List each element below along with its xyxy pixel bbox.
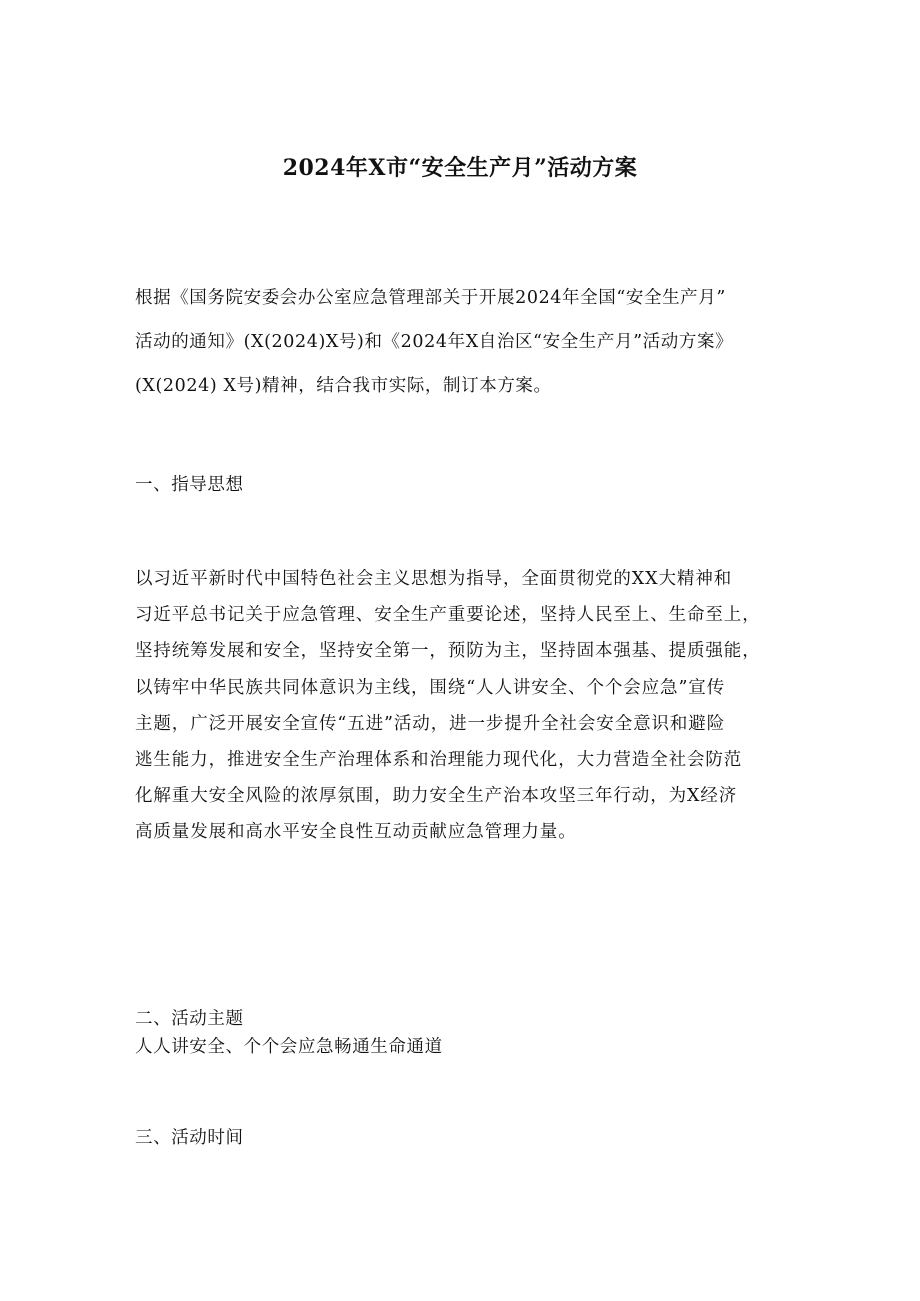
section-heading-guiding-ideology: 一、指导思想 xyxy=(135,475,244,495)
paragraph-line: 以习近平新时代中国特色社会主义思想为指导，全面贯彻党的XX大精神和 xyxy=(135,569,733,589)
paragraph-line: 高质量发展和高水平安全良性互动贡献应急管理力量。 xyxy=(135,822,577,843)
intro-line: 活动的通知》(X(2024)X号)和《2024年X自治区“安全生产月”活动方案》 xyxy=(135,332,734,352)
paragraph-line: 逃生能力，推进安全生产治理体系和治理能力现代化，大力营造全社会防范 xyxy=(135,750,743,771)
paragraph-line: 化解重大安全风险的浓厚氛围，助力安全生产治本攻坚三年行动，为X经济 xyxy=(135,786,738,807)
paragraph-line: 习近平总书记关于应急管理、安全生产重要论述，坚持人民至上、生命至上， xyxy=(135,605,761,626)
activity-theme-text: 人人讲安全、个个会应急畅通生命通道 xyxy=(135,1037,443,1057)
section-heading-activity-time: 三、活动时间 xyxy=(135,1128,244,1148)
intro-paragraph xyxy=(135,276,790,408)
intro-line: 根据《国务院安委会办公室应急管理部关于开展2024年全国“安全生产月” xyxy=(135,288,726,308)
intro-line: (X(2024) X号)精神，结合我市实际，制订本方案。 xyxy=(135,376,552,396)
section-heading-activity-theme: 二、活动主题 xyxy=(135,1009,244,1029)
paragraph-line: 以铸牢中华民族共同体意识为主线，围绕“人人讲安全、个个会应急”宣传 xyxy=(135,677,726,698)
paragraph-line: 坚持统筹发展和安全，坚持安全第一，预防为主，坚持固本强基、提质强能， xyxy=(135,641,761,662)
paragraph-line: 主题，广泛开展安全宣传“五进”活动，进一步提升全社会安全意识和避险 xyxy=(135,713,726,734)
document-title: 2024年X市“安全生产月”活动方案 xyxy=(282,155,638,181)
guiding-ideology-paragraph xyxy=(135,561,790,851)
